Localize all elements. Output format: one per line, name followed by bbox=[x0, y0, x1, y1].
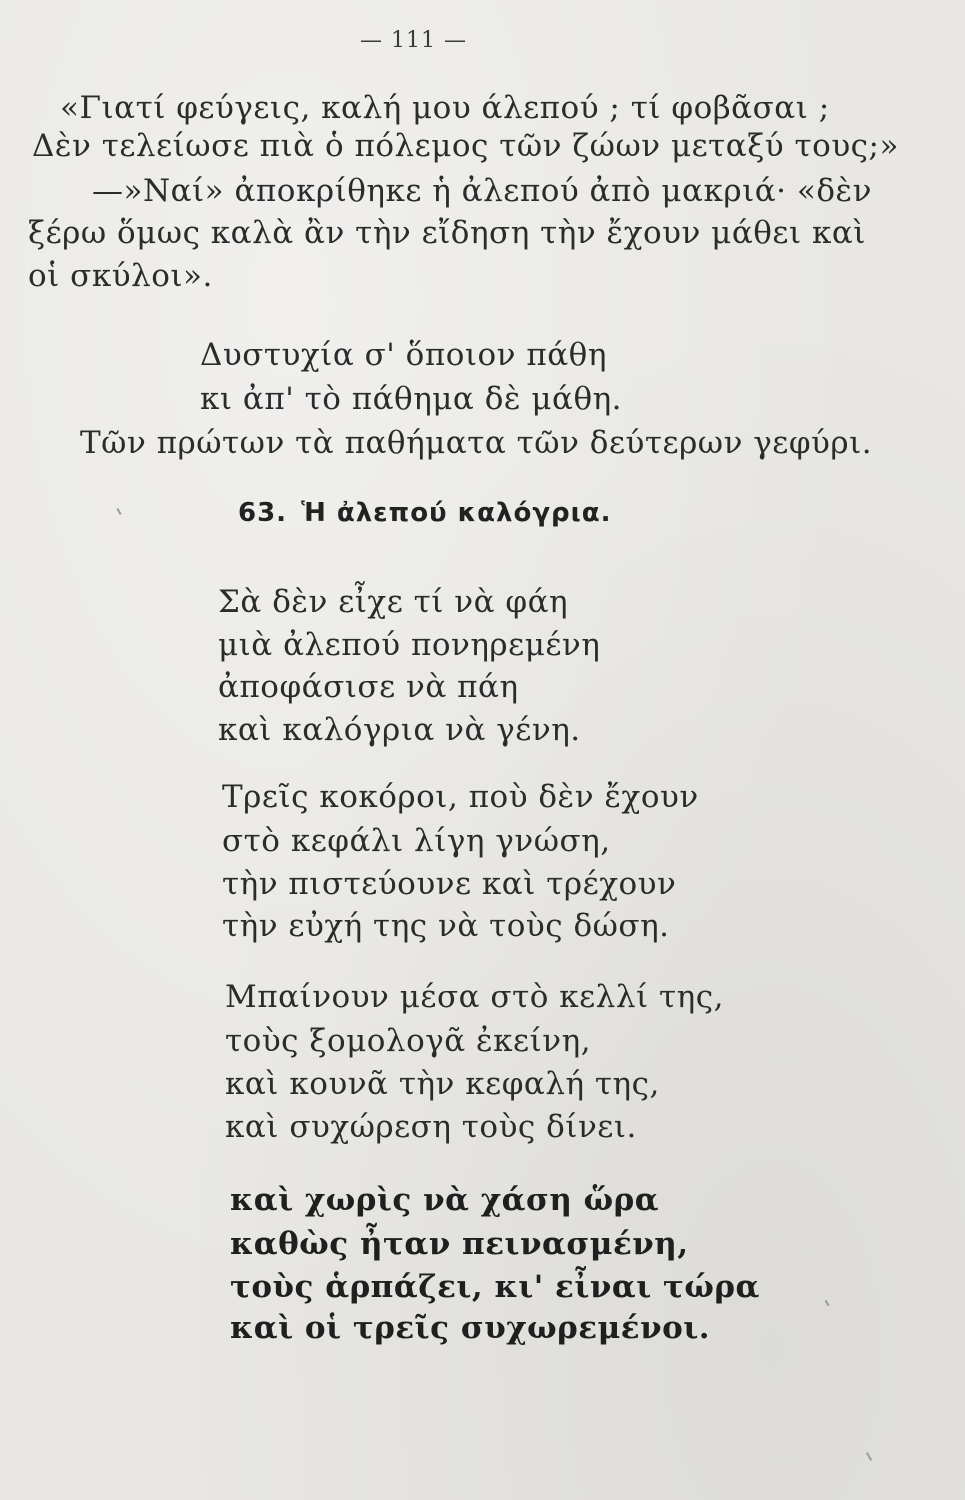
verse-line: καὶ χωρὶς νὰ χάση ὥρα bbox=[230, 1182, 660, 1218]
verse-line: καὶ συχώρεση τοὺς δίνει. bbox=[225, 1109, 637, 1145]
page-number: — 111 — bbox=[360, 28, 467, 53]
verse-line: Τρεῖς κοκόροι, ποὺ δὲν ἔχουν bbox=[222, 779, 699, 815]
paper-speck bbox=[116, 508, 121, 515]
prose-line: —»Ναί» ἀποκρίθηκε ἡ ἀλεπού ἀπὸ μακριά· «δὲν bbox=[92, 173, 872, 209]
verse-line: τοὺς ξομολογᾶ ἐκείνη, bbox=[225, 1023, 592, 1059]
verse-line: τὴν πιστεύουνε καὶ τρέχουν bbox=[222, 866, 677, 902]
prose-line: Δὲν τελείωσε πιὰ ὁ πόλεμος τῶν ζώων μεταξύ τους;» bbox=[32, 128, 899, 164]
paper-speck bbox=[825, 1300, 830, 1306]
verse-line: μιὰ ἀλεπού πονηρεμένη bbox=[218, 627, 601, 663]
paper-speck bbox=[866, 1452, 872, 1461]
verse-line: καὶ οἱ τρεῖς συχωρεμένοι. bbox=[230, 1310, 711, 1346]
section-heading bbox=[238, 498, 612, 528]
verse-line: τοὺς ἁρπάζει, κι' εἶναι τώρα bbox=[230, 1269, 760, 1305]
verse-line: καὶ κουνᾶ τὴν κεφαλή της, bbox=[225, 1066, 660, 1102]
proverb-line: Δυστυχία σ' ὅποιον πάθη bbox=[200, 337, 607, 373]
verse-line: στὸ κεφάλι λίγη γνώση, bbox=[222, 823, 611, 859]
section-number: 63. bbox=[238, 498, 288, 528]
verse-line: καθὼς ἦταν πεινασμένη, bbox=[230, 1226, 689, 1262]
verse-line: Σὰ δὲν εἶχε τί νὰ φάη bbox=[218, 584, 569, 620]
verse-line: καὶ καλόγρια νὰ γένη. bbox=[218, 712, 581, 748]
verse-line: ἀποφάσισε νὰ πάη bbox=[218, 669, 519, 705]
proverb-line: Τῶν πρώτων τὰ παθήματα τῶν δεύτερων γεφύρι. bbox=[80, 425, 873, 461]
proverb-line: κι ἀπ' τὸ πάθημα δὲ μάθη. bbox=[200, 381, 623, 417]
section-title: Ἡ ἀλεπού καλόγρια. bbox=[301, 498, 612, 528]
verse-line: Μπαίνουν μέσα στὸ κελλί της, bbox=[225, 979, 724, 1015]
prose-line: «Γιατί φεύγεις, καλή μου άλεπού ; τί φοβᾶσαι ; bbox=[60, 90, 830, 126]
prose-line: ξέρω ὅμως καλὰ ἂν τὴν εἴδηση τὴν ἔχουν μάθει καὶ bbox=[28, 215, 866, 251]
prose-line: οἱ σκύλοι». bbox=[28, 258, 213, 294]
verse-line: τὴν εὐχή της νὰ τοὺς δώση. bbox=[222, 908, 670, 944]
